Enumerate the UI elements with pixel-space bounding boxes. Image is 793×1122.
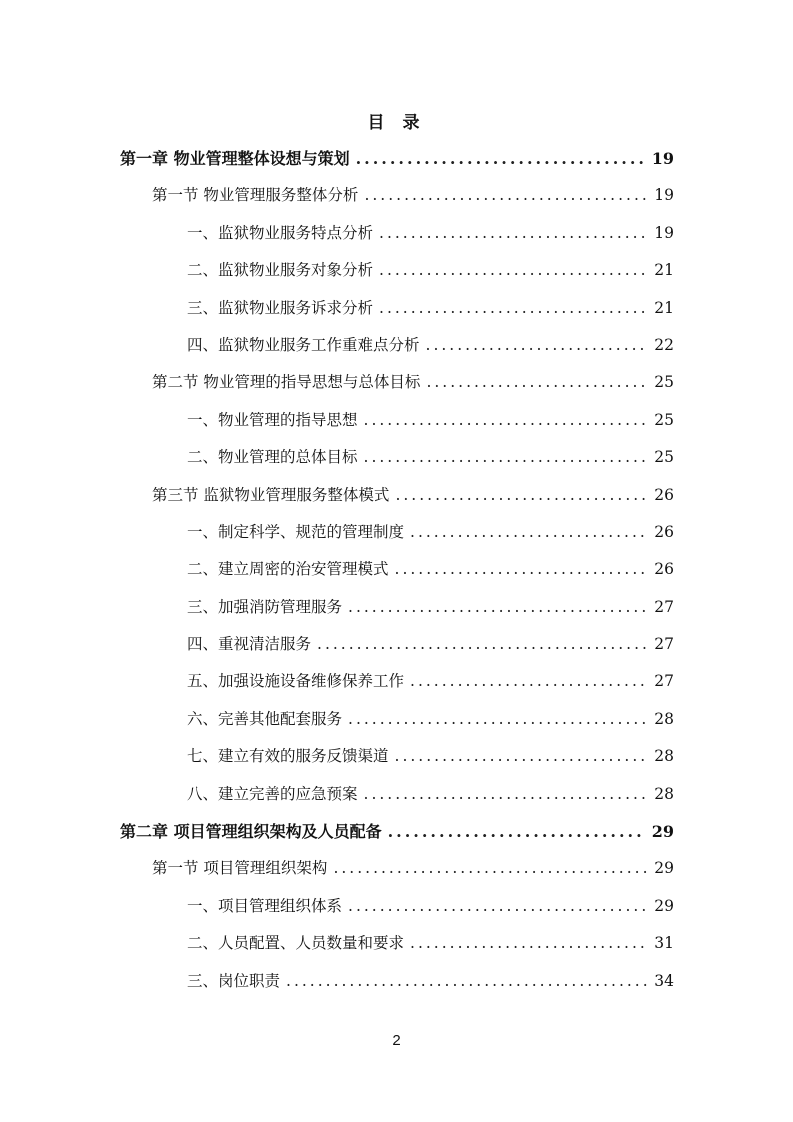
page-title: 目 录 xyxy=(367,113,426,133)
toc-entry[interactable] xyxy=(0,738,793,775)
toc-entry[interactable] xyxy=(0,514,793,551)
toc-entry[interactable] xyxy=(0,439,793,476)
toc-entry-page: 22 xyxy=(654,335,674,354)
toc-entry-label: 四、重视清洁服务 xyxy=(187,635,312,654)
toc-entry-page: 26 xyxy=(654,560,674,579)
table-of-contents xyxy=(0,140,793,1000)
toc-entry-label: 三、岗位职责 xyxy=(187,971,281,990)
toc-entry[interactable] xyxy=(0,776,793,813)
toc-entry-label: 五、加强设施设备维修保养工作 xyxy=(187,672,405,691)
toc-entry[interactable] xyxy=(0,477,793,514)
dot-leader xyxy=(364,439,648,476)
toc-entry-label: 一、制定科学、规范的管理制度 xyxy=(187,522,405,541)
dot-leader xyxy=(348,888,648,925)
dot-leader xyxy=(364,177,648,214)
dot-leader xyxy=(286,963,648,1000)
dot-leader xyxy=(364,776,648,813)
toc-entry-page: 34 xyxy=(654,971,674,990)
toc-entry-page: 25 xyxy=(654,373,674,392)
toc-entry[interactable] xyxy=(0,140,793,177)
toc-entry-page: 28 xyxy=(654,747,674,766)
dot-leader xyxy=(410,514,648,551)
toc-entry-page: 25 xyxy=(654,448,674,467)
toc-entry-page: 25 xyxy=(654,410,674,429)
toc-entry-label: 第二节 物业管理的指导思想与总体目标 xyxy=(152,373,421,392)
dot-leader xyxy=(348,589,648,626)
toc-entry-page: 26 xyxy=(654,485,674,504)
toc-entry-label: 二、人员配置、人员数量和要求 xyxy=(187,934,405,953)
dot-leader xyxy=(395,738,648,775)
toc-entry[interactable] xyxy=(0,327,793,364)
dot-leader xyxy=(379,290,648,327)
toc-entry-page: 19 xyxy=(654,186,674,205)
toc-entry[interactable] xyxy=(0,626,793,663)
toc-entry[interactable] xyxy=(0,290,793,327)
toc-entry[interactable] xyxy=(0,252,793,289)
dot-leader xyxy=(395,477,648,514)
toc-entry[interactable] xyxy=(0,551,793,588)
toc-entry-label: 第二章 项目管理组织架构及人员配备 xyxy=(120,822,382,842)
toc-entry-label: 第三节 监狱物业管理服务整体模式 xyxy=(152,485,390,504)
dot-leader xyxy=(356,140,646,177)
toc-entry-label: 八、建立完善的应急预案 xyxy=(187,784,358,803)
toc-entry-label: 二、监狱物业服务对象分析 xyxy=(187,261,374,280)
toc-entry-page: 26 xyxy=(654,522,674,541)
toc-entry[interactable] xyxy=(0,589,793,626)
page-number: 2 xyxy=(392,1032,401,1049)
dot-leader xyxy=(410,663,648,700)
toc-entry-page: 29 xyxy=(651,822,674,842)
dot-leader xyxy=(410,925,648,962)
toc-entry[interactable] xyxy=(0,402,793,439)
toc-entry-label: 六、完善其他配套服务 xyxy=(187,709,343,728)
toc-entry[interactable] xyxy=(0,177,793,214)
toc-entry-label: 第一章 物业管理整体设想与策划 xyxy=(120,149,350,168)
toc-entry-label: 一、物业管理的指导思想 xyxy=(187,410,358,429)
toc-entry-page: 27 xyxy=(654,635,674,654)
toc-entry-page: 27 xyxy=(654,597,674,616)
dot-leader xyxy=(333,850,648,887)
dot-leader xyxy=(348,701,648,738)
toc-entry-page: 29 xyxy=(654,896,674,915)
toc-entry[interactable] xyxy=(0,701,793,738)
toc-entry[interactable] xyxy=(0,925,793,962)
dot-leader xyxy=(364,402,648,439)
toc-entry-page: 21 xyxy=(654,298,674,317)
dot-leader xyxy=(388,813,646,850)
toc-entry-label: 第一节 物业管理服务整体分析 xyxy=(152,186,359,205)
toc-entry-label: 四、监狱物业服务工作重难点分析 xyxy=(187,335,420,354)
toc-entry-page: 19 xyxy=(651,149,674,168)
dot-leader xyxy=(379,252,648,289)
toc-entry-label: 七、建立有效的服务反馈渠道 xyxy=(187,747,389,766)
dot-leader xyxy=(379,215,648,252)
toc-entry[interactable] xyxy=(0,813,793,850)
toc-entry-label: 二、建立周密的治安管理模式 xyxy=(187,560,389,579)
toc-entry-page: 28 xyxy=(654,784,674,803)
toc-entry-page: 19 xyxy=(654,223,674,242)
toc-entry[interactable] xyxy=(0,888,793,925)
toc-entry-page: 31 xyxy=(654,934,674,953)
dot-leader xyxy=(426,364,648,401)
toc-entry-page: 29 xyxy=(654,859,674,878)
toc-entry-page: 27 xyxy=(654,672,674,691)
toc-entry-label: 三、加强消防管理服务 xyxy=(187,597,343,616)
toc-entry[interactable] xyxy=(0,663,793,700)
toc-entry-label: 第一节 项目管理组织架构 xyxy=(152,859,328,878)
toc-entry-label: 一、监狱物业服务特点分析 xyxy=(187,223,374,242)
toc-entry-page: 28 xyxy=(654,709,674,728)
toc-entry[interactable] xyxy=(0,215,793,252)
toc-entry[interactable] xyxy=(0,364,793,401)
toc-entry-page: 21 xyxy=(654,261,674,280)
dot-leader xyxy=(426,327,648,364)
dot-leader xyxy=(395,551,648,588)
toc-entry[interactable] xyxy=(0,963,793,1000)
toc-entry[interactable] xyxy=(0,850,793,887)
dot-leader xyxy=(317,626,648,663)
toc-entry-label: 二、物业管理的总体目标 xyxy=(187,448,358,467)
toc-entry-label: 三、监狱物业服务诉求分析 xyxy=(187,298,374,317)
toc-entry-label: 一、项目管理组织体系 xyxy=(187,896,343,915)
